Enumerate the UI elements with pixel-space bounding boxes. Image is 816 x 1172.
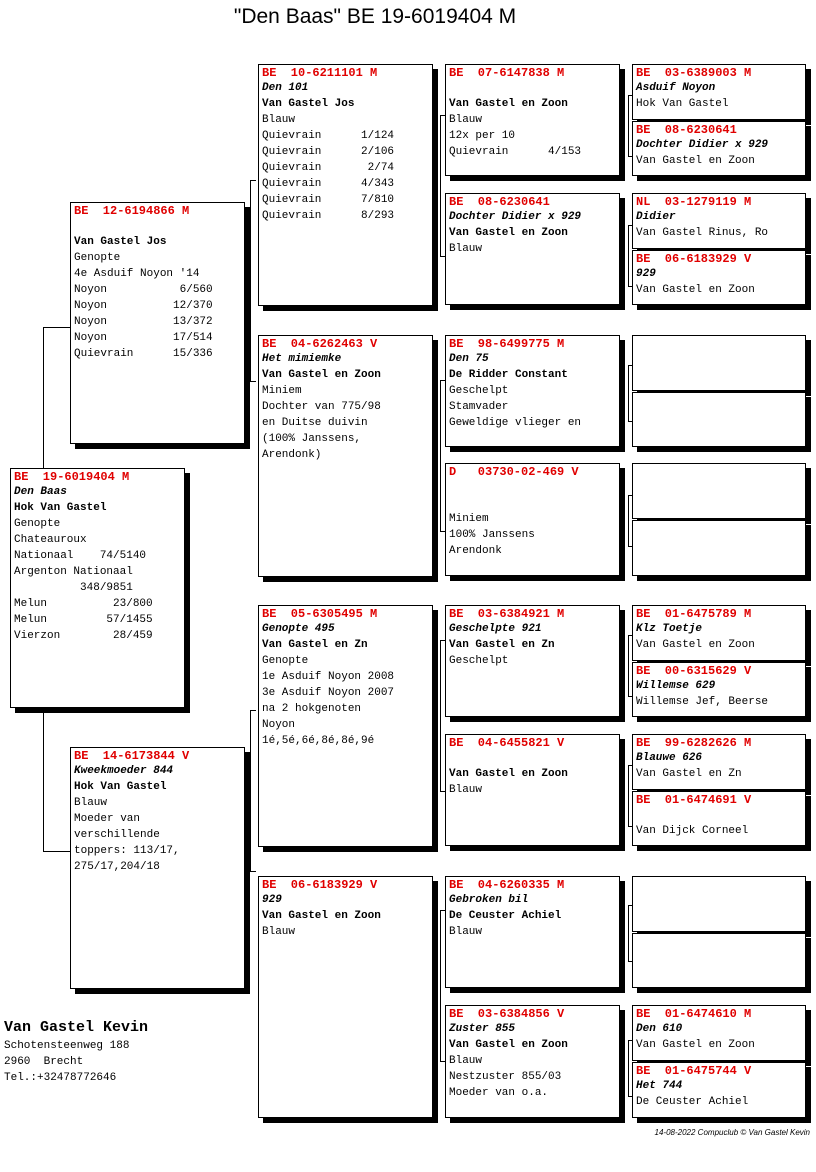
pigeon-detail: 3e Asduif Noyon 2007 [262, 687, 395, 699]
pigeon-detail: Blauw [449, 784, 483, 796]
pigeon-name: Den 610 [636, 1023, 683, 1035]
pigeon-owner: Van Gastel en Zoon [636, 1039, 755, 1051]
pigeon-detail: Blauw [449, 926, 483, 938]
pigeon-detail: Dochter van 775/98 [262, 401, 381, 413]
pigeon-owner: Van Gastel en Zoon [449, 227, 568, 239]
pigeon-detail: Quievrain 2/74 [262, 162, 395, 174]
ring-number: BE 01-6474610 M [636, 1007, 752, 1021]
pigeon-card-fmm[interactable] [445, 463, 620, 576]
pigeon-card-ff[interactable] [258, 64, 433, 306]
ring-number: BE 05-6305495 M [262, 607, 378, 621]
pigeon-owner: Hok Van Gastel [636, 98, 729, 110]
ring-number: BE 04-6455821 V [449, 736, 565, 750]
ring-number: BE 00-6315629 V [636, 664, 752, 678]
pigeon-detail: Quievrain 4/153 [449, 146, 582, 158]
pigeon-owner: Van Gastel en Zn [449, 639, 555, 651]
pigeon-detail: 12x per 10 [449, 130, 516, 142]
pigeon-detail: Nestzuster 855/03 [449, 1071, 562, 1083]
pigeon-detail: Genopte [74, 252, 121, 264]
pigeon-detail: Blauw [74, 797, 108, 809]
pigeon-card-empty[interactable] [632, 335, 806, 391]
pigeon-detail: Noyon 12/370 [74, 300, 213, 312]
pigeon-detail: Quievrain 8/293 [262, 210, 395, 222]
pigeon-detail: verschillende [74, 829, 160, 841]
pigeon-owner: Van Gastel en Zn [636, 768, 742, 780]
pigeon-detail: Noyon 17/514 [74, 332, 213, 344]
pigeon-name: Geschelpte 921 [449, 623, 542, 635]
pigeon-detail: Stamvader [449, 401, 509, 413]
owner-city: 2960 Brecht [4, 1056, 84, 1068]
ring-number: BE 01-6474691 V [636, 793, 752, 807]
pigeon-detail: Quievrain 2/106 [262, 146, 395, 158]
ring-number: BE 14-6173844 V [74, 749, 190, 763]
pigeon-detail: 1e Asduif Noyon 2008 [262, 671, 395, 683]
pigeon-name: Blauwe 626 [636, 752, 703, 764]
pigeon-card-g8[interactable] [632, 791, 806, 846]
pigeon-card-mother[interactable] [70, 747, 245, 989]
ring-number: BE 08-6230641 [636, 123, 737, 137]
ring-number: NL 03-1279119 M [636, 195, 752, 209]
connector-line [43, 327, 44, 469]
pigeon-card-empty[interactable] [632, 392, 806, 447]
pigeon-owner: Van Gastel en Zoon [449, 98, 568, 110]
pigeon-card-empty[interactable] [632, 876, 806, 932]
pigeon-name: 929 [636, 268, 656, 280]
pigeon-card-mmm[interactable] [445, 1005, 620, 1118]
pigeon-card-mm[interactable] [258, 876, 433, 1118]
connector-line [43, 851, 70, 852]
pigeon-detail: Quievrain 15/336 [74, 348, 213, 360]
pigeon-name: Zuster 855 [449, 1023, 516, 1035]
pigeon-name: Asduif Noyon [636, 82, 716, 94]
pigeon-card-empty[interactable] [632, 520, 806, 576]
page-title: "Den Baas" BE 19-6019404 M [233, 5, 517, 28]
connector-line [43, 327, 70, 328]
ring-number: BE 03-6384856 V [449, 1007, 565, 1021]
pigeon-owner: De Ceuster Achiel [636, 1096, 749, 1108]
pigeon-owner: Van Gastel en Zoon [449, 1039, 568, 1051]
pigeon-detail: Geschelpt [449, 655, 509, 667]
pigeon-name: 929 [262, 894, 282, 906]
pigeon-detail: Geweldige vlieger en [449, 417, 582, 429]
ring-number: BE 01-6475744 V [636, 1064, 752, 1078]
pigeon-card-fm[interactable] [258, 335, 433, 577]
pigeon-card-father[interactable] [70, 202, 245, 444]
pigeon-name: Didier [636, 211, 676, 223]
pigeon-name: Het 744 [636, 1080, 683, 1092]
pigeon-owner: Van Gastel en Zoon [636, 155, 755, 167]
ring-number: BE 99-6282626 M [636, 736, 752, 750]
pigeon-detail: Quievrain 1/124 [262, 130, 395, 142]
owner-block [4, 1018, 148, 1086]
pigeon-detail: Miniem [449, 513, 489, 525]
pigeon-detail: en Duitse duivin [262, 417, 368, 429]
pigeon-detail: Genopte [262, 655, 309, 667]
pigeon-detail: Moeder van [74, 813, 141, 825]
pigeon-owner: Van Dijck Corneel [636, 825, 749, 837]
pigeon-owner: Van Gastel en Zoon [636, 284, 755, 296]
ring-number: BE 12-6194866 M [74, 204, 190, 218]
ring-number: BE 04-6260335 M [449, 878, 565, 892]
pigeon-detail: Moeder van o.a. [449, 1087, 549, 1099]
pigeon-detail: Arendonk [449, 545, 502, 557]
pigeon-owner: Van Gastel en Zoon [262, 910, 381, 922]
pigeon-owner: De Ridder Constant [449, 369, 568, 381]
pigeon-detail: Quievrain 4/343 [262, 178, 395, 190]
pigeon-detail: Miniem [262, 385, 302, 397]
ring-number: BE 03-6389003 M [636, 66, 752, 80]
pigeon-detail: Argenton Nationaal [14, 566, 133, 578]
pigeon-card-g7[interactable] [632, 734, 806, 790]
pigeon-owner: Willemse Jef, Beerse [636, 696, 769, 708]
pigeon-detail: Chateauroux [14, 534, 87, 546]
pigeon-detail: Blauw [262, 926, 296, 938]
connector-bracket [250, 710, 256, 872]
pigeon-owner: Van Gastel en Zoon [262, 369, 381, 381]
ring-number: D 03730-02-469 V [449, 465, 579, 479]
pigeon-detail: Blauw [449, 243, 483, 255]
pigeon-detail: Noyon 13/372 [74, 316, 213, 328]
pigeon-card-ffm[interactable] [445, 193, 620, 305]
pigeon-owner: Van Gastel en Zn [262, 639, 368, 651]
owner-name: Van Gastel Kevin [4, 1019, 149, 1036]
pigeon-name: Den 75 [449, 353, 489, 365]
pigeon-card-empty[interactable] [632, 463, 806, 519]
pigeon-owner: Hok Van Gastel [14, 502, 107, 514]
pigeon-card-mf[interactable] [258, 605, 433, 847]
pigeon-detail: (100% Janssens, [262, 433, 362, 445]
pigeon-owner: Van Gastel Jos [262, 98, 355, 110]
pigeon-detail: Blauw [449, 1055, 483, 1067]
pigeon-owner: Hok Van Gastel [74, 781, 167, 793]
pigeon-name: Gebroken bil [449, 894, 529, 906]
pigeon-card-fff[interactable] [445, 64, 620, 176]
pigeon-detail: 348/9851 [14, 582, 133, 594]
pigeon-card-g1[interactable] [632, 64, 806, 120]
ring-number: BE 04-6262463 V [262, 337, 378, 351]
ring-number: BE 03-6384921 M [449, 607, 565, 621]
pigeon-detail: 4e Asduif Noyon '14 [74, 268, 200, 280]
ring-number: BE 19-6019404 M [14, 470, 130, 484]
ring-number: BE 06-6183929 V [262, 878, 378, 892]
pigeon-card-subject[interactable] [10, 468, 185, 708]
pigeon-card-mff[interactable] [445, 605, 620, 717]
ring-number: BE 01-6475789 M [636, 607, 752, 621]
pigeon-card-g10[interactable] [632, 1062, 806, 1118]
pigeon-detail: Melun 23/800 [14, 598, 153, 610]
pigeon-name: Den Baas [14, 486, 67, 498]
ring-number: BE 07-6147838 M [449, 66, 565, 80]
pigeon-card-mmf[interactable] [445, 876, 620, 988]
ring-number: BE 06-6183929 V [636, 252, 752, 266]
pigeon-detail: Arendonk) [262, 449, 322, 461]
pigeon-detail: Blauw [449, 114, 483, 126]
pigeon-detail: 275/17,204/18 [74, 861, 160, 873]
pigeon-name: Dochter Didier x 929 [636, 139, 769, 151]
pigeon-name: Kweekmoeder 844 [74, 765, 174, 777]
pigeon-detail: Geschelpt [449, 385, 509, 397]
pigeon-card-mfm[interactable] [445, 734, 620, 846]
pigeon-owner: Van Gastel en Zoon [636, 639, 755, 651]
pigeon-name: Willemse 629 [636, 680, 716, 692]
pigeon-card-fmf[interactable] [445, 335, 620, 447]
pigeon-card-g4[interactable] [632, 250, 806, 305]
pigeon-detail: Quievrain 7/810 [262, 194, 395, 206]
pigeon-name: Klz Toetje [636, 623, 703, 635]
pigeon-detail: Melun 57/1455 [14, 614, 153, 626]
pigeon-card-g5[interactable] [632, 605, 806, 661]
pigeon-card-g3[interactable] [632, 193, 806, 249]
pigeon-detail: Noyon [262, 719, 296, 731]
pigeon-detail: Noyon 6/560 [74, 284, 213, 296]
pigeon-detail: 1é,5é,6é,8é,8é,9é [262, 735, 375, 747]
pigeon-name: Het mimiemke [262, 353, 342, 365]
pigeon-detail: Vierzon 28/459 [14, 630, 153, 642]
pigeon-detail: 100% Janssens [449, 529, 535, 541]
pigeon-detail: Nationaal 74/5140 [14, 550, 147, 562]
connector-bracket [250, 180, 256, 382]
pigeon-owner: Van Gastel en Zoon [449, 768, 568, 780]
pigeon-owner: Van Gastel Rinus, Ro [636, 227, 769, 239]
pigeon-card-g9[interactable] [632, 1005, 806, 1061]
owner-phone: Tel.:+32478772646 [4, 1072, 117, 1084]
pigeon-owner: De Ceuster Achiel [449, 910, 562, 922]
pigeon-card-empty[interactable] [632, 933, 806, 988]
connector-line [43, 712, 44, 852]
pigeon-detail: toppers: 113/17, [74, 845, 180, 857]
pigeon-card-g2[interactable] [632, 121, 806, 176]
pigeon-name: Dochter Didier x 929 [449, 211, 582, 223]
footer-credit: 14-08-2022 Compuclub © Van Gastel Kevin [654, 1128, 810, 1137]
pigeon-name: Den 101 [262, 82, 309, 94]
ring-number: BE 08-6230641 [449, 195, 550, 209]
pigeon-owner: Van Gastel Jos [74, 236, 167, 248]
pigeon-card-g6[interactable] [632, 662, 806, 717]
ring-number: BE 10-6211101 M [262, 66, 378, 80]
pigeon-name: Genopte 495 [262, 623, 335, 635]
ring-number: BE 98-6499775 M [449, 337, 565, 351]
pigeon-detail: na 2 hokgenoten [262, 703, 362, 715]
pigeon-detail: Blauw [262, 114, 296, 126]
pigeon-detail: Genopte [14, 518, 61, 530]
owner-address: Schotensteenweg 188 [4, 1040, 130, 1052]
